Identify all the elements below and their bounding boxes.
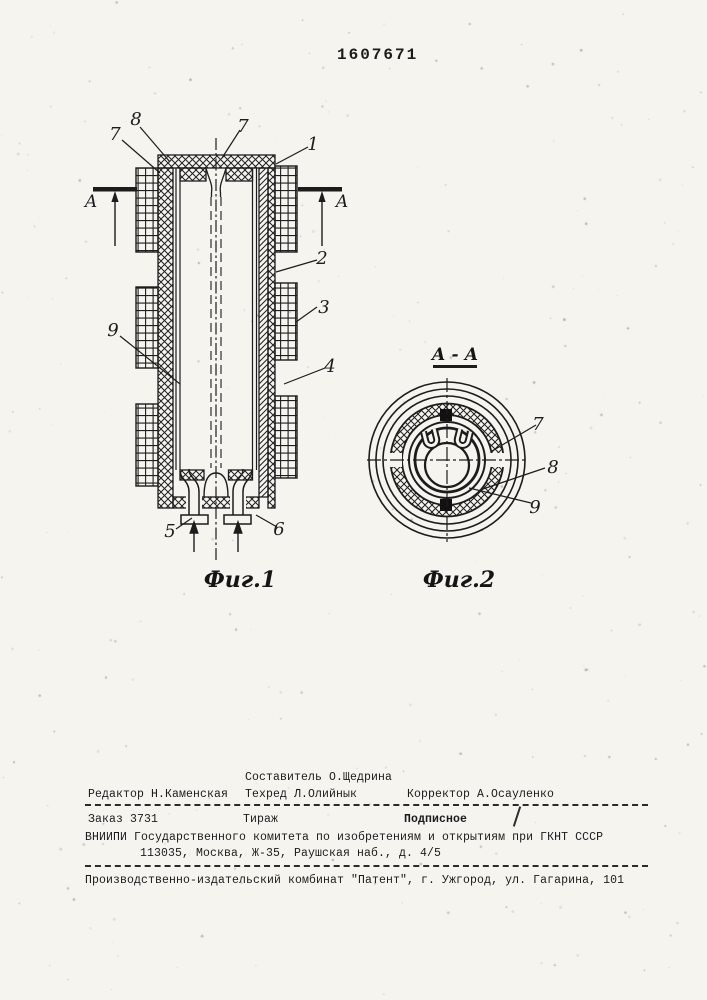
patent-number: 1607671: [337, 46, 419, 64]
fig1-label-3: 3: [318, 297, 330, 318]
separator-line-bottom: [85, 865, 648, 867]
footer-techred: Техред Л.Олийнык: [245, 788, 358, 801]
footer-compiler: Составитель О.Щедрина: [245, 771, 393, 784]
footer-committee: ВНИИПИ Государственного комитета по изобретениям и открытиям при ГКНТ СССР: [85, 831, 604, 844]
footer-tirage: Тираж: [243, 813, 279, 826]
figure2-caption: Фиг.2: [422, 567, 496, 593]
fig1-label-2: 2: [316, 248, 328, 269]
fig1-label-8: 8: [130, 109, 142, 130]
section-letter-right: А: [335, 192, 349, 212]
section-title-underline: [433, 365, 477, 368]
footer-address: 113035, Москва, Ж-35, Раушская наб., д. 4/5: [140, 847, 442, 860]
fig1-label-5: 5: [164, 521, 176, 542]
footer-order-no: Заказ 3731: [88, 813, 159, 826]
section-letter-left: А: [84, 192, 98, 212]
block-top: [440, 409, 452, 421]
fig1-label-7-center: 7: [237, 116, 249, 137]
fig1-label-1: 1: [307, 134, 319, 155]
fig2-label-9: 9: [529, 497, 541, 518]
fig1-label-6: 6: [273, 519, 285, 540]
fig1-label-9: 9: [107, 320, 119, 341]
footer-editor: Редактор Н.Каменская: [88, 788, 229, 801]
block-bottom: [440, 499, 452, 511]
fig1-label-7-left: 7: [109, 124, 121, 145]
fig2-label-8: 8: [547, 457, 559, 478]
footer-corrector: Корректор А.Осауленко: [407, 788, 555, 801]
footer-subscription: Подписное: [404, 813, 468, 826]
fig1-label-4: 4: [324, 356, 336, 377]
figure1-caption: Фиг.1: [203, 567, 277, 593]
footer-publisher: Производственно-издательский комбинат "Патент", г. Ужгород, ул. Гагарина, 101: [85, 874, 625, 887]
fig2-label-7: 7: [532, 414, 544, 435]
separator-line-top: [85, 804, 648, 806]
figure-1: [70, 100, 360, 600]
figure-2: [355, 330, 655, 600]
figure2-section-title: А - А: [431, 345, 479, 365]
